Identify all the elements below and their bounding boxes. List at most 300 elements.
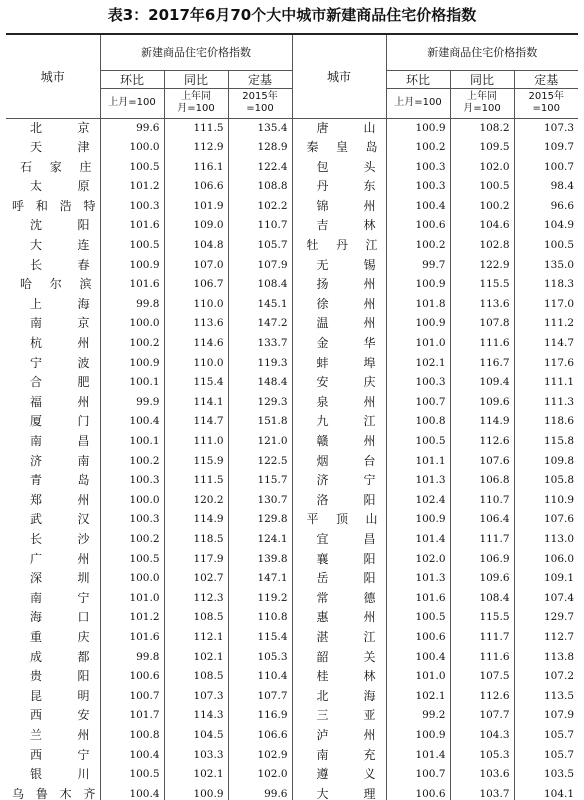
city-right-cell: 金华: [292, 334, 386, 354]
table-row: [6, 118, 578, 138]
mom-right-cell: 100.6: [386, 216, 450, 236]
base-right-cell: 98.4: [550, 180, 575, 193]
base-right-cell: 100.7: [543, 160, 575, 173]
mom-right-cell: 101.6: [386, 589, 450, 609]
city-left-cell: 西安: [6, 706, 100, 726]
mom-left-cell: 100.9: [100, 354, 164, 374]
yoy-right-cell: 109.4: [450, 373, 514, 393]
mom-right-cell: 100.3: [386, 373, 450, 393]
sub-base-left: 2015年 =100: [228, 88, 292, 118]
city-right-cell: 唐山: [292, 118, 386, 138]
mom-left-cell: 100.3: [100, 510, 164, 530]
yoy-left-cell: 108.5: [164, 608, 228, 628]
city-left-cell: 石家庄: [6, 158, 100, 178]
yoy-left-cell: 111.5: [164, 471, 228, 491]
yoy-left-cell: 120.2: [164, 491, 228, 511]
col-base-left: 定基: [228, 70, 292, 88]
table-row: [6, 785, 578, 800]
base-right-cell: 113.8: [543, 650, 575, 663]
city-left-cell: 贵阳: [6, 667, 100, 687]
yoy-left-cell: 107.3: [164, 687, 228, 707]
yoy-right-cell: 106.8: [450, 471, 514, 491]
base-left-cell: 105.3: [228, 648, 292, 668]
city-left-cell: 银川: [6, 765, 100, 785]
base-right-cell: 109.7: [543, 141, 575, 154]
city-left-cell: 深圳: [6, 569, 100, 589]
mom-left-cell: 101.6: [100, 275, 164, 295]
mom-left-cell: 100.5: [100, 158, 164, 178]
table-row: [6, 275, 578, 295]
mom-right-cell: 100.6: [386, 628, 450, 648]
mom-right-cell: 101.1: [386, 452, 450, 472]
table-row: [6, 197, 578, 217]
base-right-cell: 118.6: [543, 415, 575, 428]
mom-right-cell: 101.4: [386, 746, 450, 766]
base-right-cell: 105.7: [543, 748, 575, 761]
table-row: [6, 334, 578, 354]
city-right-cell: 岳阳: [292, 569, 386, 589]
table-row: [6, 412, 578, 432]
base-left-cell: 107.7: [228, 687, 292, 707]
city-right-cell: 丹东: [292, 177, 386, 197]
mom-left-cell: 100.5: [100, 765, 164, 785]
yoy-left-cell: 110.0: [164, 354, 228, 374]
city-right-cell: 宜昌: [292, 530, 386, 550]
mom-right-cell: 100.8: [386, 412, 450, 432]
mom-left-cell: 100.5: [100, 236, 164, 256]
city-right-cell: 扬州: [292, 275, 386, 295]
base-left-cell: 105.7: [228, 236, 292, 256]
mom-left-cell: 100.1: [100, 373, 164, 393]
mom-right-cell: 100.4: [386, 197, 450, 217]
base-right-cell: 105.7: [543, 728, 575, 741]
base-left-cell: 115.4: [228, 628, 292, 648]
yoy-right-cell: 103.6: [450, 765, 514, 785]
base-left-cell: 110.8: [228, 608, 292, 628]
yoy-right-cell: 102.0: [450, 158, 514, 178]
base-left-cell: 148.4: [228, 373, 292, 393]
base-left-cell: 108.8: [228, 177, 292, 197]
base-right-cell: 105.8: [543, 474, 575, 487]
table-row: [6, 746, 578, 766]
city-left-cell: 宁波: [6, 354, 100, 374]
table-row: [6, 432, 578, 452]
table-row: [6, 373, 578, 393]
mom-left-cell: 100.0: [100, 314, 164, 334]
city-left-cell: 昆明: [6, 687, 100, 707]
city-right-cell: 北海: [292, 687, 386, 707]
city-right-cell: 南充: [292, 746, 386, 766]
city-left-cell: 合肥: [6, 373, 100, 393]
city-right-cell: 秦皇岛: [292, 138, 386, 158]
base-right-cell: 117.6: [543, 356, 575, 369]
table-row: [6, 393, 578, 413]
mom-right-cell: 100.6: [386, 785, 450, 800]
table-title: 表3：2017年6月70个大中城市新建商品住宅价格指数: [107, 6, 477, 24]
city-left-cell: 郑州: [6, 491, 100, 511]
yoy-right-cell: 115.5: [450, 275, 514, 295]
mom-left-cell: 100.4: [100, 785, 164, 800]
table-row: [6, 706, 578, 726]
base-right-cell: 107.3: [543, 121, 575, 134]
table-row: [6, 314, 578, 334]
mom-right-cell: 100.5: [386, 608, 450, 628]
city-right-cell: 韶关: [292, 648, 386, 668]
mom-right-cell: 100.9: [386, 118, 450, 138]
yoy-left-cell: 102.1: [164, 765, 228, 785]
table-row: [6, 550, 578, 570]
base-left-cell: 107.9: [228, 256, 292, 276]
base-left-cell: 110.7: [228, 216, 292, 236]
yoy-left-cell: 103.3: [164, 746, 228, 766]
base-right-cell: 111.1: [543, 376, 575, 389]
city-left-cell: 杭州: [6, 334, 100, 354]
table-row: [6, 667, 578, 687]
base-right-cell: 117.0: [543, 297, 575, 310]
city-left-cell: 天津: [6, 138, 100, 158]
yoy-left-cell: 107.0: [164, 256, 228, 276]
mom-right-cell: 102.1: [386, 687, 450, 707]
city-right-cell: 九江: [292, 412, 386, 432]
yoy-right-cell: 106.9: [450, 550, 514, 570]
city-right-cell: 济宁: [292, 471, 386, 491]
sub-yoy-right: 上年同 月=100: [450, 88, 514, 118]
base-right-cell: 100.5: [543, 239, 575, 252]
base-right-cell: 107.9: [543, 709, 575, 722]
base-left-cell: 106.6: [228, 726, 292, 746]
yoy-right-cell: 112.6: [450, 432, 514, 452]
yoy-left-cell: 111.5: [164, 118, 228, 138]
city-right-cell: 常德: [292, 589, 386, 609]
base-left-cell: 145.1: [228, 295, 292, 315]
base-left-cell: 121.0: [228, 432, 292, 452]
yoy-left-cell: 102.1: [164, 648, 228, 668]
mom-right-cell: 99.2: [386, 706, 450, 726]
yoy-right-cell: 112.6: [450, 687, 514, 707]
mom-left-cell: 101.2: [100, 177, 164, 197]
city-left-cell: 成都: [6, 648, 100, 668]
city-left-cell: 厦门: [6, 412, 100, 432]
city-left-cell: 兰州: [6, 726, 100, 746]
mom-left-cell: 101.0: [100, 589, 164, 609]
table-row: [6, 256, 578, 276]
yoy-right-cell: 115.5: [450, 608, 514, 628]
base-left-cell: 119.2: [228, 589, 292, 609]
yoy-left-cell: 114.9: [164, 510, 228, 530]
yoy-right-cell: 100.2: [450, 197, 514, 217]
mom-left-cell: 99.8: [100, 648, 164, 668]
sub-base-right: 2015年 =100: [514, 88, 578, 118]
city-right-cell: 包头: [292, 158, 386, 178]
table-row: [6, 452, 578, 472]
base-right-cell: 104.1: [543, 787, 575, 800]
yoy-left-cell: 106.7: [164, 275, 228, 295]
base-left-cell: 110.4: [228, 667, 292, 687]
yoy-left-cell: 114.6: [164, 334, 228, 354]
mom-right-cell: 101.0: [386, 667, 450, 687]
table-row: [6, 765, 578, 785]
yoy-right-cell: 105.3: [450, 746, 514, 766]
city-header-right: 城市: [292, 34, 386, 118]
city-left-cell: 广州: [6, 550, 100, 570]
base-left-cell: 102.9: [228, 746, 292, 766]
base-right-cell: 109.8: [543, 454, 575, 467]
mom-left-cell: 100.4: [100, 412, 164, 432]
city-left-cell: 北京: [6, 118, 100, 138]
mom-left-cell: 100.0: [100, 491, 164, 511]
city-right-cell: 大理: [292, 785, 386, 800]
mom-left-cell: 100.7: [100, 687, 164, 707]
mom-right-cell: 100.2: [386, 236, 450, 256]
yoy-right-cell: 110.7: [450, 491, 514, 511]
yoy-left-cell: 117.9: [164, 550, 228, 570]
base-right-cell: 112.7: [543, 630, 575, 643]
base-right-cell: 107.4: [543, 591, 575, 604]
mom-left-cell: 101.2: [100, 608, 164, 628]
base-left-cell: 119.3: [228, 354, 292, 374]
mom-right-cell: 100.7: [386, 393, 450, 413]
yoy-right-cell: 109.6: [450, 393, 514, 413]
city-left-cell: 济南: [6, 452, 100, 472]
city-left-cell: 长沙: [6, 530, 100, 550]
yoy-right-cell: 100.5: [450, 177, 514, 197]
mom-right-cell: 102.1: [386, 354, 450, 374]
city-left-cell: 太原: [6, 177, 100, 197]
base-right-cell: 118.3: [543, 278, 575, 291]
city-right-cell: 桂林: [292, 667, 386, 687]
base-right-cell: 110.9: [543, 493, 575, 506]
yoy-left-cell: 110.0: [164, 295, 228, 315]
base-left-cell: 122.4: [228, 158, 292, 178]
city-left-cell: 青岛: [6, 471, 100, 491]
table-row: [6, 628, 578, 648]
base-right-cell: 113.5: [543, 689, 575, 702]
yoy-right-cell: 114.9: [450, 412, 514, 432]
mom-left-cell: 99.6: [100, 118, 164, 138]
mom-left-cell: 100.5: [100, 550, 164, 570]
base-left-cell: 129.8: [228, 510, 292, 530]
base-left-cell: 99.6: [228, 785, 292, 800]
city-left-cell: 南宁: [6, 589, 100, 609]
table-row: [6, 295, 578, 315]
table-row: [6, 236, 578, 256]
yoy-right-cell: 104.3: [450, 726, 514, 746]
mom-left-cell: 101.7: [100, 706, 164, 726]
yoy-right-cell: 116.7: [450, 354, 514, 374]
yoy-right-cell: 107.6: [450, 452, 514, 472]
yoy-left-cell: 114.1: [164, 393, 228, 413]
mom-right-cell: 101.3: [386, 569, 450, 589]
base-left-cell: 130.7: [228, 491, 292, 511]
yoy-left-cell: 118.5: [164, 530, 228, 550]
base-left-cell: 139.8: [228, 550, 292, 570]
city-left-cell: 海口: [6, 608, 100, 628]
base-left-cell: 124.1: [228, 530, 292, 550]
yoy-right-cell: 102.8: [450, 236, 514, 256]
yoy-left-cell: 108.5: [164, 667, 228, 687]
table-row: [6, 177, 578, 197]
mom-right-cell: 101.4: [386, 530, 450, 550]
city-right-cell: 平顶山: [292, 510, 386, 530]
col-base-right: 定基: [514, 70, 578, 88]
city-left-cell: 上海: [6, 295, 100, 315]
base-right-cell: 104.9: [543, 219, 575, 232]
yoy-right-cell: 109.5: [450, 138, 514, 158]
city-left-cell: 哈尔滨: [6, 275, 100, 295]
yoy-left-cell: 113.6: [164, 314, 228, 334]
yoy-right-cell: 107.7: [450, 706, 514, 726]
price-index-table: [6, 33, 578, 800]
base-right-cell: 103.5: [543, 768, 575, 781]
col-yoy-right: 同比: [450, 70, 514, 88]
mom-left-cell: 100.1: [100, 432, 164, 452]
yoy-left-cell: 104.5: [164, 726, 228, 746]
city-left-cell: 长春: [6, 256, 100, 276]
mom-left-cell: 101.6: [100, 216, 164, 236]
base-left-cell: 129.3: [228, 393, 292, 413]
yoy-left-cell: 100.9: [164, 785, 228, 800]
mom-right-cell: 102.4: [386, 491, 450, 511]
table-row: [6, 354, 578, 374]
mom-left-cell: 101.6: [100, 628, 164, 648]
mom-right-cell: 101.8: [386, 295, 450, 315]
base-right-cell: 109.1: [543, 572, 575, 585]
table-row: [6, 471, 578, 491]
table-row: [6, 589, 578, 609]
table-row: [6, 648, 578, 668]
yoy-right-cell: 107.8: [450, 314, 514, 334]
base-left-cell: 122.5: [228, 452, 292, 472]
city-right-cell: 湛江: [292, 628, 386, 648]
base-left-cell: 116.9: [228, 706, 292, 726]
yoy-left-cell: 101.9: [164, 197, 228, 217]
table-row: [6, 491, 578, 511]
base-right-cell: 135.0: [543, 258, 575, 271]
city-left-cell: 南昌: [6, 432, 100, 452]
mom-right-cell: 101.3: [386, 471, 450, 491]
city-right-cell: 锦州: [292, 197, 386, 217]
col-mom-left: 环比: [100, 70, 164, 88]
city-right-cell: 襄阳: [292, 550, 386, 570]
col-yoy-left: 同比: [164, 70, 228, 88]
base-right-cell: 106.0: [543, 552, 575, 565]
base-left-cell: 135.4: [228, 118, 292, 138]
yoy-left-cell: 104.8: [164, 236, 228, 256]
city-right-cell: 牡丹江: [292, 236, 386, 256]
mom-right-cell: 100.3: [386, 177, 450, 197]
city-left-cell: 呼和浩特: [6, 197, 100, 217]
city-left-cell: 西宁: [6, 746, 100, 766]
yoy-right-cell: 107.5: [450, 667, 514, 687]
base-left-cell: 115.7: [228, 471, 292, 491]
mom-left-cell: 99.8: [100, 295, 164, 315]
base-right-cell: 114.7: [543, 337, 575, 350]
city-right-cell: 三亚: [292, 706, 386, 726]
base-left-cell: 128.9: [228, 138, 292, 158]
yoy-right-cell: 106.4: [450, 510, 514, 530]
group-header-right: 新建商品住宅价格指数: [386, 34, 578, 70]
yoy-right-cell: 109.6: [450, 569, 514, 589]
yoy-left-cell: 115.4: [164, 373, 228, 393]
base-right-cell: 113.0: [543, 532, 575, 545]
city-left-cell: 乌鲁木齐: [6, 785, 100, 800]
mom-left-cell: 100.3: [100, 197, 164, 217]
city-right-cell: 洛阳: [292, 491, 386, 511]
table-row: [6, 608, 578, 628]
yoy-left-cell: 111.0: [164, 432, 228, 452]
yoy-right-cell: 108.2: [450, 118, 514, 138]
yoy-right-cell: 111.7: [450, 530, 514, 550]
sub-mom-left: 上月=100: [100, 88, 164, 118]
base-right-cell: 107.6: [543, 513, 575, 526]
mom-left-cell: 100.2: [100, 530, 164, 550]
yoy-left-cell: 112.3: [164, 589, 228, 609]
base-left-cell: 151.8: [228, 412, 292, 432]
mom-right-cell: 100.7: [386, 765, 450, 785]
city-right-cell: 吉林: [292, 216, 386, 236]
base-left-cell: 147.1: [228, 569, 292, 589]
city-left-cell: 重庆: [6, 628, 100, 648]
city-right-cell: 赣州: [292, 432, 386, 452]
table-row: [6, 530, 578, 550]
mom-right-cell: 100.2: [386, 138, 450, 158]
table-row: [6, 216, 578, 236]
base-right-cell: 115.8: [543, 435, 575, 447]
base-right-cell: 129.7: [543, 611, 575, 624]
base-left-cell: 147.2: [228, 314, 292, 334]
city-right-cell: 惠州: [292, 608, 386, 628]
city-left-cell: 大连: [6, 236, 100, 256]
city-left-cell: 沈阳: [6, 216, 100, 236]
base-left-cell: 108.4: [228, 275, 292, 295]
base-right-cell: 96.6: [550, 199, 575, 212]
yoy-left-cell: 114.7: [164, 412, 228, 432]
city-right-cell: 徐州: [292, 295, 386, 315]
yoy-right-cell: 108.4: [450, 589, 514, 609]
mom-left-cell: 100.2: [100, 452, 164, 472]
mom-right-cell: 100.9: [386, 510, 450, 530]
group-header-left: 新建商品住宅价格指数: [100, 34, 292, 70]
sub-mom-right: 上月=100: [386, 88, 450, 118]
mom-left-cell: 100.9: [100, 256, 164, 276]
yoy-right-cell: 103.7: [450, 785, 514, 800]
base-left-cell: 133.7: [228, 334, 292, 354]
mom-left-cell: 100.8: [100, 726, 164, 746]
city-left-cell: 福州: [6, 393, 100, 413]
table-row: [6, 138, 578, 158]
yoy-right-cell: 111.7: [450, 628, 514, 648]
mom-right-cell: 100.4: [386, 648, 450, 668]
yoy-right-cell: 111.6: [450, 648, 514, 668]
city-left-cell: 南京: [6, 314, 100, 334]
yoy-left-cell: 114.3: [164, 706, 228, 726]
mom-right-cell: 100.9: [386, 275, 450, 295]
city-right-cell: 温州: [292, 314, 386, 334]
yoy-right-cell: 111.6: [450, 334, 514, 354]
yoy-left-cell: 106.6: [164, 177, 228, 197]
city-right-cell: 泸州: [292, 726, 386, 746]
mom-left-cell: 100.0: [100, 138, 164, 158]
city-right-cell: 烟台: [292, 452, 386, 472]
base-left-cell: 102.2: [228, 197, 292, 217]
yoy-left-cell: 102.7: [164, 569, 228, 589]
table-row: [6, 687, 578, 707]
mom-left-cell: 100.6: [100, 667, 164, 687]
mom-right-cell: 100.9: [386, 314, 450, 334]
mom-right-cell: 99.7: [386, 256, 450, 276]
mom-right-cell: 100.5: [386, 432, 450, 452]
base-right-cell: 111.3: [543, 395, 575, 408]
